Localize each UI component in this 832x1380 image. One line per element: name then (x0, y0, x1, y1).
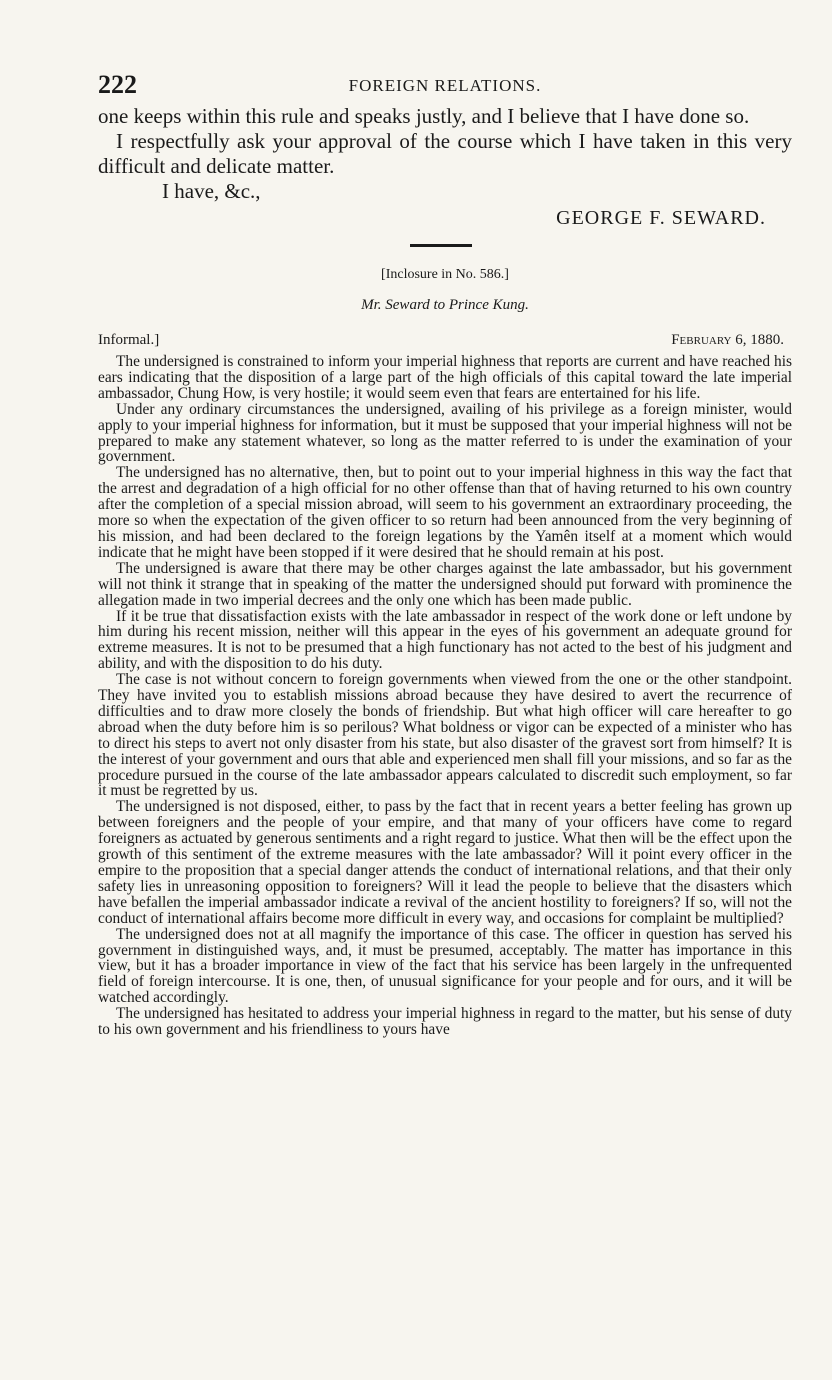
body-paragraph: Under any ordinary circumstances the undersigned, availing of his privilege as a foreign minister, would apply to your imperial highness for information, but it must be supposed that your imperial highness will not be prepared to make any statement whatever, so long as the matter referred to is under the examination of your government. (98, 400, 792, 466)
letter-body (98, 354, 792, 1038)
dateline-informal: Informal.] (98, 332, 160, 348)
closing-line: I have, &c., (162, 179, 261, 203)
running-head: FOREIGN RELATIONS. (348, 76, 542, 95)
page-header (98, 70, 792, 104)
dateline-date: February 6, 1880. (671, 332, 784, 348)
letter-end-paragraph: I respectfully ask your approval of the course which I have taken in this very difficult and delicate matter. (98, 129, 792, 178)
body-paragraph: If it be true that dissatisfaction exists with the late ambassador in respect of the work done or left undone by him during his recent mission, neither will this appear in the eyes of his government an adequate ground for extreme measures. It is not to be presumed that a high functionary has not acted to the best of his judgment and ability, and with the disposition to do his duty. (98, 607, 792, 673)
letter-end-paragraph: one keeps within this rule and speaks justly, and I believe that I have done so. (98, 104, 750, 128)
page-number: 222 (98, 70, 137, 99)
body-paragraph: The case is not without concern to foreign governments when viewed from the one or the other standpoint. They have invited you to establish missions abroad because they have desired to avert the recurrence of difficulties and to draw more closely the bonds of friendship. But what high officer will care hereafter to go abroad when the duty before him is so perilous? What boldness or vigor can be expected of a minister who has to direct his steps to avert not only disaster from his state, but also disaster of the gravest sort from himself? It is the interest of your government and ours that able and experienced men shall fill your missions, and so far as the procedure pursued in the course of the late ambassador appears calculated to discredit such employment, so far it must be regretted by us. (98, 671, 792, 800)
body-paragraph: The undersigned is aware that there may be other charges against the late ambassador, but his government will not think it strange that in speaking of the matter the undersigned should put forward with prominence the allegation made in two imperial decrees and the only one which has been made public. (98, 559, 792, 609)
section-divider (410, 244, 472, 247)
dateline (98, 332, 792, 354)
signature: GEORGE F. SEWARD. (556, 207, 766, 229)
inclosure-label: [Inclosure in No. 586.] (381, 267, 509, 282)
body-paragraph: The undersigned has hesitated to address your imperial highness in regard to the matter, but his sense of duty to his own government and his friendliness to yours have (98, 1005, 792, 1039)
body-paragraph: The undersigned has no alternative, then, but to point out to your imperial highness in this way the fact that the arrest and degradation of a high official for no other offense than that of having returned to his own country after the completion of a special mission abroad, will seem to his government an extraordinary proceeding, the more so when the expectation of the given officer to so return had been announced from the very beginning of his mission, and had been declared to the foreign legations by the Yamên itself at a moment which would indicate that he might have been stopped if it were desired that he should remain at his post. (98, 464, 792, 561)
body-paragraph: The undersigned does not at all magnify the importance of this case. The officer in question has served his government in distinguished ways, and, it must be presumed, acceptably. The matter has importance in this view, but it has a broader importance in view of the fact that his service has been largely in the unfrequented field of foreign intercourse. It is one, then, of unusual significance for your people and for ours, and it will be watched accordingly. (98, 925, 792, 1007)
letter-title: Mr. Seward to Prince Kung. (361, 297, 529, 313)
document-page (98, 70, 792, 1038)
body-paragraph: The undersigned is not disposed, either, to pass by the fact that in recent years a better feeling has grown up between foreigners and the people of your empire, and that many of your officers have come to regard foreigners as actuated by generous sentiments and a right regard to justice. What then will be the effect upon the growth of this sentiment of the extreme measures with the late ambassador? Will it point every officer in the empire to the proposition that a special danger attends the conduct of international relations, and that their only safety lies in unreasoning opposition to foreigners? Will it lead the people to believe that the disasters which have befallen the imperial ambassador indicate a revival of the ancient hostility to foreigners? If so, will not the conduct of international affairs become more difficult in every way, and occasions for complaint be multiplied? (98, 798, 792, 927)
body-paragraph: The undersigned is constrained to inform your imperial highness that reports are current and have reached his ears indicating that the disposition of a large part of the high officials of this capital toward the late imperial ambassador, Chung How, is very hostile; it would seem even that fears are entertained for his life. (98, 353, 792, 402)
